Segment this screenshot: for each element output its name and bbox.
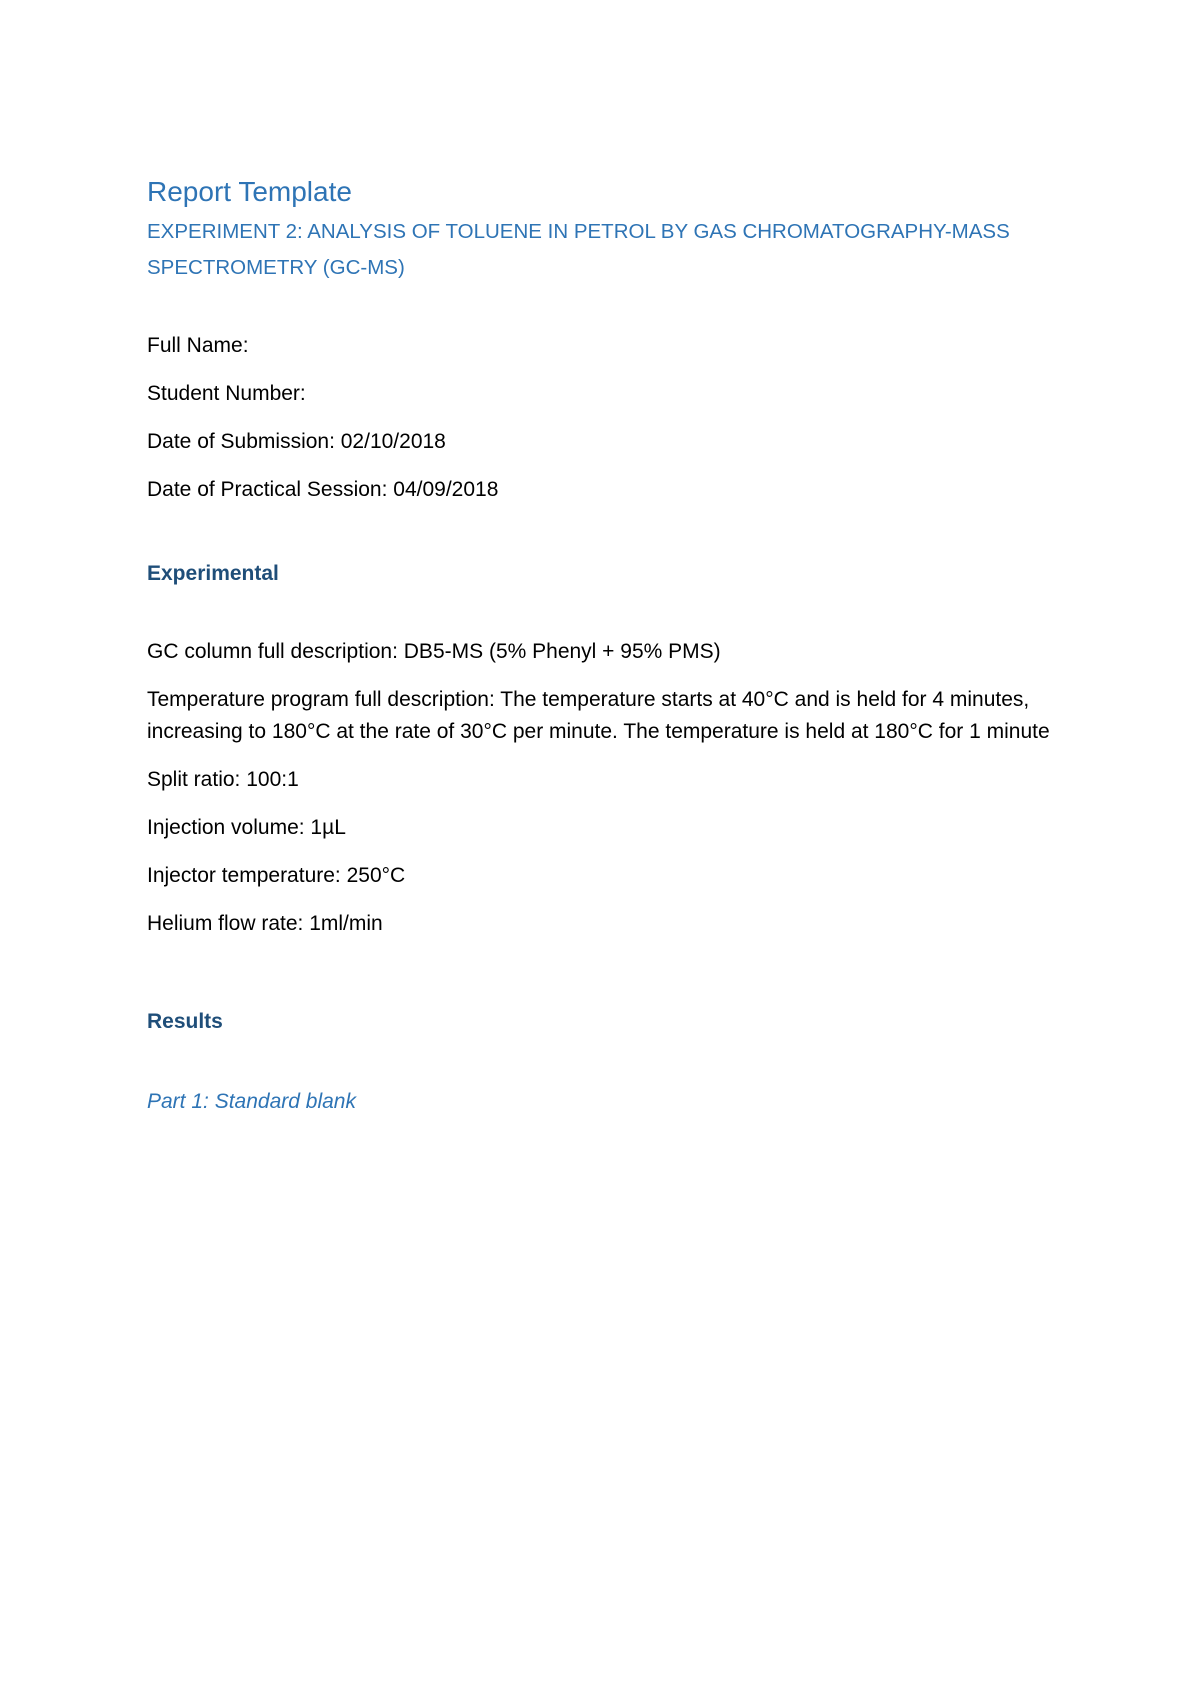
helium-flow-rate-field: Helium flow rate: 1ml/min	[147, 912, 383, 935]
experiment-subtitle: EXPERIMENT 2: ANALYSIS OF TOLUENE IN PETROL BY GAS CHROMATOGRAPHY-MASS SPECTROMETRY (GC-MS)	[147, 220, 1010, 279]
gc-column-field: GC column full description: DB5-MS (5% Phenyl + 95% PMS)	[147, 640, 721, 663]
practical-date-field: Date of Practical Session: 04/09/2018	[147, 478, 499, 501]
experimental-heading: Experimental	[147, 562, 279, 585]
full-name-field: Full Name:	[147, 334, 249, 357]
student-number-field: Student Number:	[147, 382, 306, 405]
experimental-details	[147, 636, 1067, 940]
injection-volume-field: Injection volume: 1µL	[147, 816, 346, 839]
submission-date-field: Date of Submission: 02/10/2018	[147, 430, 446, 453]
split-ratio-field: Split ratio: 100:1	[147, 768, 299, 791]
student-details	[147, 330, 1067, 506]
temperature-program-field: Temperature program full description: The temperature starts at 40°C and is held for 4 minutes, increasing to 180°C at the rate of 30°C per minute. The temperature is held at 180°C for 1 minute	[147, 688, 1050, 743]
part1-subheading: Part 1: Standard blank	[147, 1090, 356, 1113]
document-title: Report Template	[147, 176, 352, 207]
document-content	[147, 174, 1067, 1118]
injector-temperature-field: Injector temperature: 250°C	[147, 864, 406, 887]
results-heading: Results	[147, 1010, 223, 1033]
